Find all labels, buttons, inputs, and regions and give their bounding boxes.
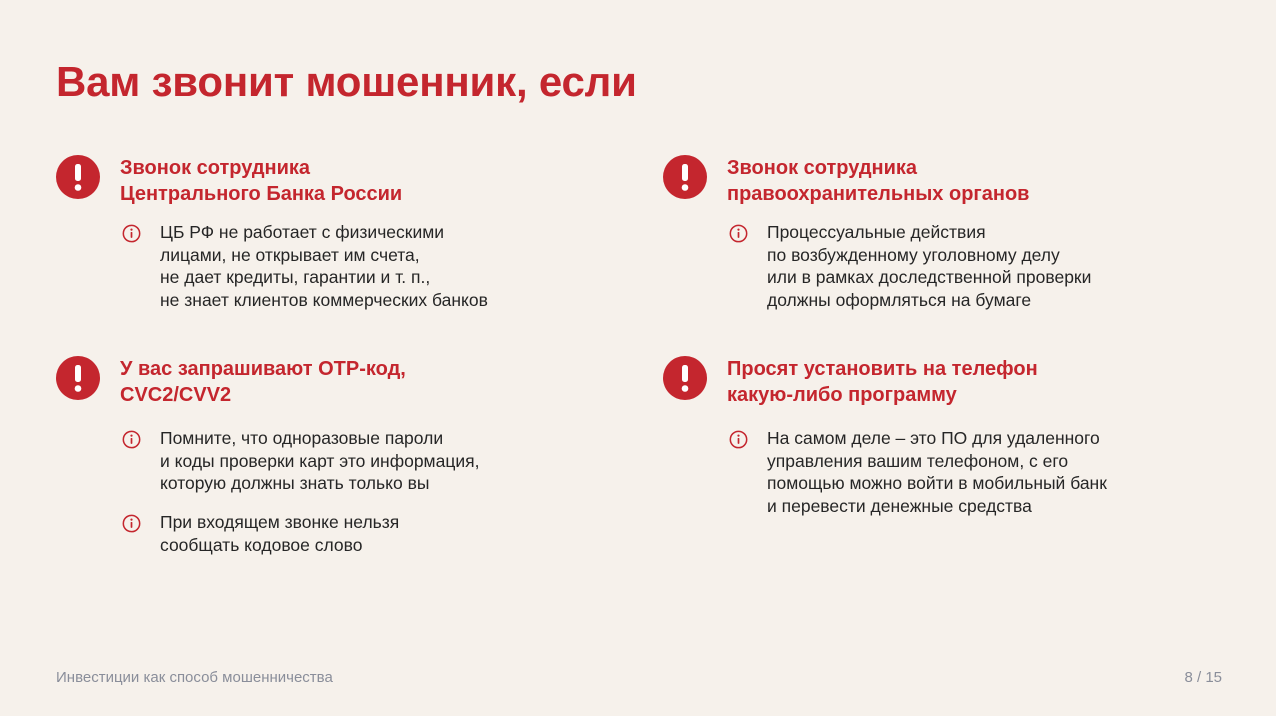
card-heading-line: Звонок сотрудника — [727, 157, 918, 179]
note-line: На самом деле – это ПО для удаленного — [767, 428, 1100, 448]
note-line: и коды проверки карт это информация, — [160, 450, 480, 471]
exclamation-circle-icon — [56, 356, 100, 400]
note-line: управления вашим телефоном, с его — [767, 450, 1069, 471]
warning-card-central-bank — [56, 155, 616, 315]
warning-card-install-app — [663, 356, 1223, 526]
card-heading-line: какую-либо программу — [727, 384, 957, 406]
card-heading — [120, 155, 600, 207]
warning-card-law-enforcement — [663, 155, 1223, 315]
exclamation-circle-icon — [56, 155, 100, 199]
note-line: ЦБ РФ не работает с физическими — [160, 222, 445, 242]
exclamation-circle-icon — [663, 155, 707, 199]
note-line: Помните, что одноразовые пароли — [160, 428, 444, 448]
note-line: которую должны знать только вы — [160, 473, 430, 493]
note-line: Процессуальные действия — [767, 222, 986, 242]
note-line: лицами, не открывает им счета, — [160, 244, 420, 265]
card-heading-line: Звонок сотрудника — [120, 157, 311, 179]
footer-caption: Инвестиции как способ мошенничества — [56, 669, 333, 686]
card-heading — [120, 356, 600, 408]
info-circle-icon — [122, 514, 141, 533]
card-heading-line: правоохранительных органов — [727, 183, 1030, 205]
card-heading — [727, 356, 1207, 408]
note-line: При входящем звонке нельзя — [160, 512, 400, 532]
card-heading-line: Просят установить на телефон — [727, 358, 1038, 380]
note-line: или в рамках доследственной проверки — [767, 267, 1092, 287]
note-line: должны оформляться на бумаге — [767, 289, 1032, 310]
info-note-text — [767, 221, 1227, 311]
info-circle-icon — [122, 430, 141, 449]
info-note-text — [767, 427, 1227, 517]
card-heading — [727, 155, 1207, 207]
warning-card-otp-code — [56, 356, 616, 566]
info-note-text — [160, 221, 620, 311]
note-line: не дает кредиты, гарантии и т. п., — [160, 267, 431, 287]
note-line: не знает клиентов коммерческих банков — [160, 289, 488, 310]
page-number: 8 / 15 — [1184, 669, 1222, 686]
info-note-text — [160, 427, 620, 495]
note-line: помощью можно войти в мобильный банк — [767, 473, 1107, 493]
slide-title: Вам звонит мошенник, если — [56, 58, 637, 105]
card-heading-line: Центрального Банка России — [120, 183, 403, 205]
note-line: и перевести денежные средства — [767, 495, 1032, 516]
card-heading-line: CVC2/CVV2 — [120, 384, 232, 406]
info-circle-icon — [729, 430, 748, 449]
info-circle-icon — [122, 224, 141, 243]
exclamation-circle-icon — [663, 356, 707, 400]
note-line: сообщать кодовое слово — [160, 534, 363, 555]
note-line: по возбужденному уголовному делу — [767, 244, 1060, 265]
info-circle-icon — [729, 224, 748, 243]
info-note-text — [160, 511, 620, 556]
card-heading-line: У вас запрашивают OTP-код, — [120, 358, 406, 380]
